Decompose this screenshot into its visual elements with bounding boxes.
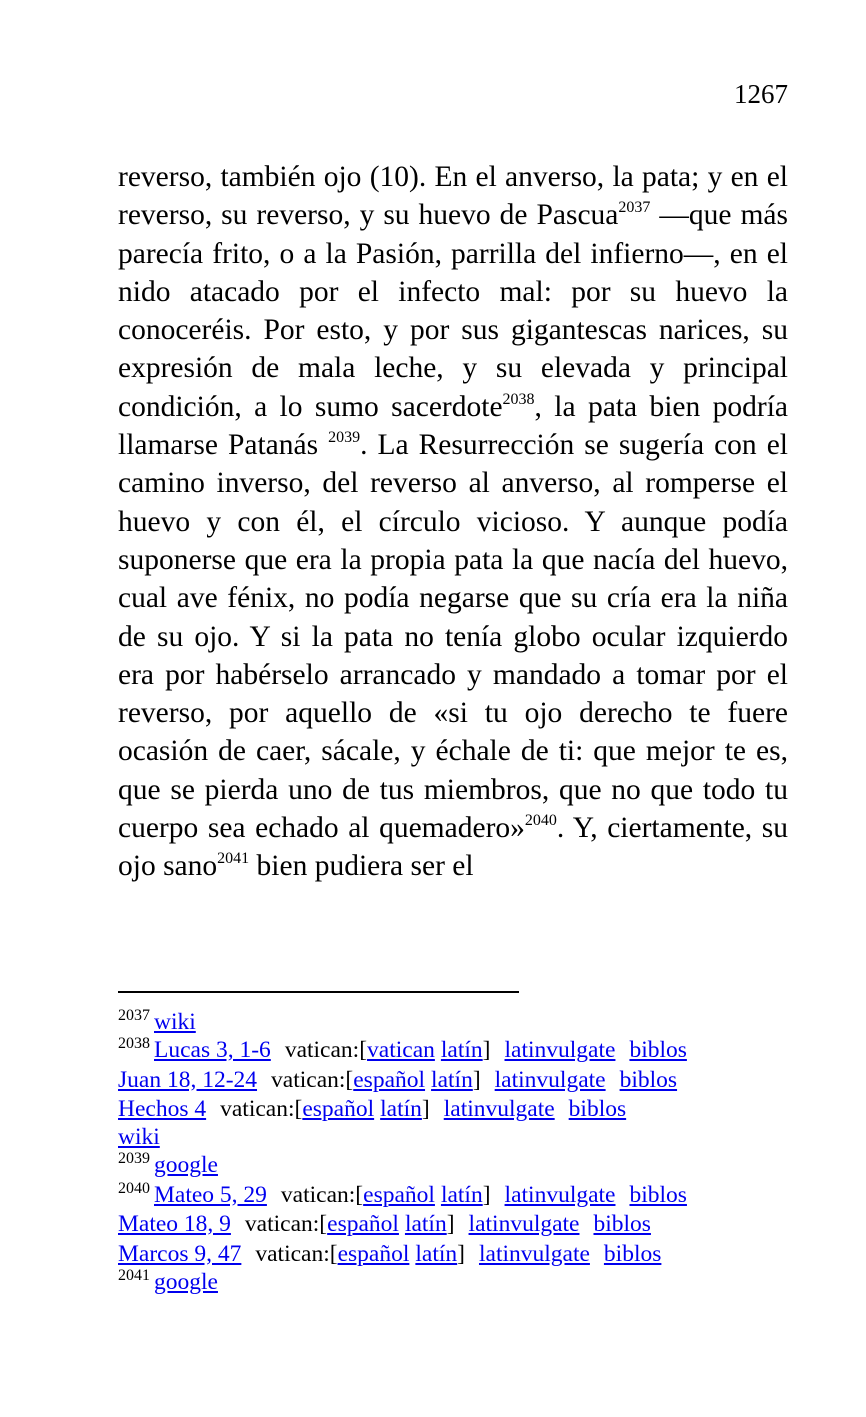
spanish-link[interactable]: español — [327, 1211, 399, 1237]
latin-link[interactable]: latín — [380, 1096, 422, 1122]
footnote-number: 2040 — [118, 1179, 150, 1197]
spanish-link[interactable]: español — [337, 1240, 410, 1267]
vatican-prefix: vatican:[ — [244, 1211, 328, 1237]
vatican-prefix: vatican:[ — [220, 1096, 303, 1122]
spanish-link[interactable]: español — [353, 1066, 426, 1093]
body-text-segment: bien pudiera ser el — [249, 850, 474, 883]
footnote-ref-2039: 2039 — [328, 429, 361, 447]
bible-ref-link[interactable]: Juan 18, 12-24 — [118, 1066, 258, 1093]
vatican-suffix: ] — [482, 1037, 491, 1063]
footnote-2037 — [118, 1008, 798, 1036]
footnote-number: 2041 — [118, 1266, 150, 1284]
body-paragraph — [118, 158, 788, 886]
latin-link[interactable]: latín — [440, 1181, 483, 1208]
footnote-2040-line — [118, 1210, 798, 1240]
bible-ref-link[interactable]: Mateo 5, 29 — [154, 1181, 267, 1208]
footnote-2038-line — [118, 1066, 798, 1096]
biblos-link[interactable]: biblos — [629, 1181, 687, 1208]
latinvulgate-link[interactable]: latinvulgate — [443, 1096, 555, 1122]
vatican-suffix: ] — [472, 1066, 481, 1093]
vatican-prefix: vatican:[ — [280, 1181, 364, 1208]
footnote-2038-line — [118, 1095, 798, 1123]
footnote-number: 2039 — [118, 1150, 150, 1167]
body-text-segment: —que más parecía frito, o a la Pasión, parrilla del infierno—, en el nido atacado por el infecto mal: por su huevo la conoceréis. Por esto, y por sus gigantescas narices, su expresión de mala leche, y su elevada y principal condición, a lo sumo sacerdote — [118, 199, 788, 423]
footnote-ref-2040: 2040 — [524, 812, 557, 830]
footnote-2040 — [118, 1181, 798, 1211]
latinvulgate-link[interactable]: latinvulgate — [468, 1211, 580, 1237]
body-text-segment: reverso, también ojo (10). En el anverso, la pata; y en el reverso, su reverso, y su huevo de Pascua — [118, 161, 788, 232]
biblos-link[interactable]: biblos — [619, 1066, 678, 1093]
spanish-link[interactable]: español — [302, 1096, 375, 1122]
biblos-link[interactable]: biblos — [603, 1240, 662, 1267]
vatican-suffix: ] — [446, 1211, 455, 1237]
latin-link[interactable]: latín — [404, 1211, 447, 1237]
vatican-suffix: ] — [421, 1096, 430, 1122]
footnote-2039 — [118, 1151, 798, 1181]
footnote-2041 — [118, 1268, 798, 1298]
bible-ref-link[interactable]: Mateo 18, 9 — [118, 1211, 231, 1237]
latinvulgate-link[interactable]: latinvulgate — [504, 1037, 616, 1063]
latin-link[interactable]: latín — [415, 1240, 458, 1267]
footnote-ref-2041: 2041 — [217, 850, 250, 868]
wiki-link[interactable]: wiki — [118, 1124, 160, 1150]
footnote-number: 2037 — [118, 1007, 150, 1024]
latin-link[interactable]: latín — [440, 1037, 483, 1063]
vatican-link[interactable]: vatican — [367, 1037, 435, 1063]
footnote-ref-2037: 2037 — [618, 199, 651, 217]
footnote-number: 2038 — [118, 1035, 150, 1052]
body-text-segment: . Y, ciertamente, su ojo sano — [118, 812, 788, 883]
vatican-suffix: ] — [457, 1240, 465, 1267]
latin-link[interactable]: latín — [431, 1066, 473, 1093]
wiki-link[interactable]: wiki — [154, 1009, 196, 1035]
footnote-2040-line — [118, 1240, 798, 1268]
footnotes — [118, 1008, 798, 1297]
biblos-link[interactable]: biblos — [568, 1096, 627, 1122]
vatican-suffix: ] — [482, 1181, 491, 1208]
footnote-ref-2038: 2038 — [502, 390, 535, 408]
vatican-prefix: vatican:[ — [284, 1037, 368, 1063]
footnote-separator — [118, 991, 519, 993]
latinvulgate-link[interactable]: latinvulgate — [478, 1240, 590, 1267]
vatican-prefix: vatican:[ — [271, 1066, 354, 1093]
latinvulgate-link[interactable]: latinvulgate — [504, 1181, 616, 1208]
footnote-2038-line — [118, 1123, 798, 1151]
footnote-2038 — [118, 1036, 798, 1066]
latinvulgate-link[interactable]: latinvulgate — [494, 1066, 606, 1093]
google-link[interactable]: google — [154, 1268, 218, 1295]
bible-ref-link[interactable]: Lucas 3, 1-6 — [154, 1037, 271, 1063]
bible-ref-link[interactable]: Marcos 9, 47 — [118, 1240, 242, 1267]
spanish-link[interactable]: español — [363, 1181, 435, 1208]
biblos-link[interactable]: biblos — [629, 1037, 687, 1063]
page-number: 1267 — [734, 79, 788, 109]
biblos-link[interactable]: biblos — [593, 1211, 651, 1237]
body-text-segment: , la pata bien podría llamarse Patanás — [118, 390, 788, 462]
vatican-prefix: vatican:[ — [255, 1240, 338, 1267]
body-text-segment: . La Resurrección se sugería con el camino inverso, del reverso al anverso, al romperse el huevo y con él, el círculo vicioso. Y aunque podía suponerse que era la propia pata la que nacía del huevo, cual ave fénix, no podía negarse que su cría era la niña de su ojo. Y si la pata no tenía globo ocular izquierdo era por habérselo arrancado y mandado a tomar por el reverso, por aquello de «si tu ojo derecho te fuere ocasión de caer, sácale, y échale de ti: que mejor te es, que se pierda uno de tus miembros, que no que todo tu cuerpo sea echado al quemadero» — [118, 429, 788, 845]
bible-ref-link[interactable]: Hechos 4 — [118, 1096, 207, 1122]
google-link[interactable]: google — [154, 1152, 218, 1178]
